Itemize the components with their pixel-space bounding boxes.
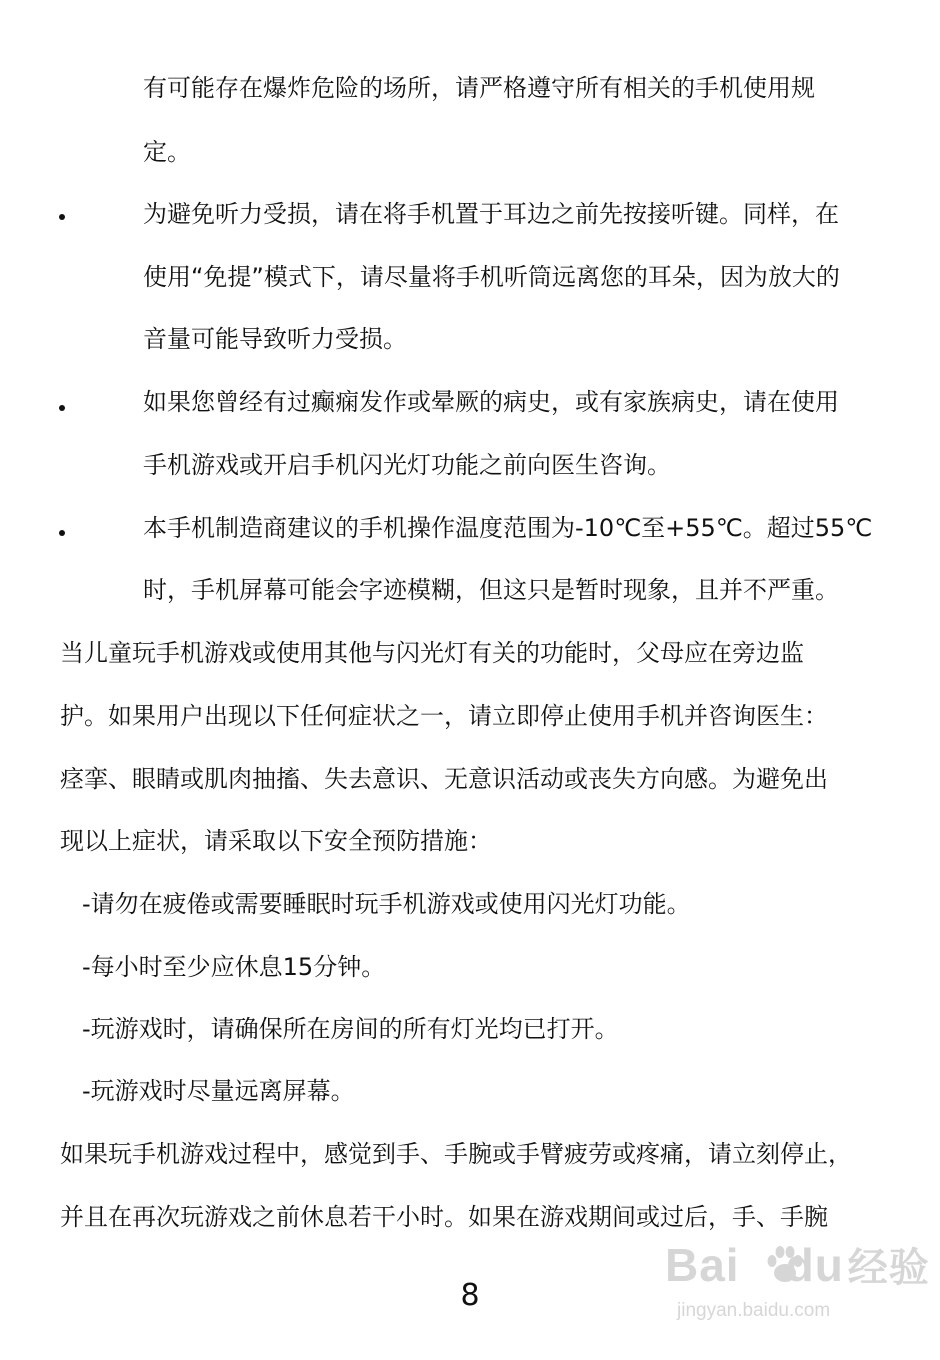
text-line: 如果玩手机游戏过程中，感觉到手、手腕或手臂疲劳或疼痛，请立刻停止， xyxy=(60,1140,852,1168)
dash-list-item: -每小时至少应休息15分钟。 xyxy=(82,953,386,981)
text-line: 有可能存在爆炸危险的场所，请严格遵守所有相关的手机使用规 xyxy=(143,74,815,102)
text-line: 时，手机屏幕可能会字迹模糊，但这只是暂时现象，且并不严重。 xyxy=(143,576,839,604)
watermark-product: 经验 xyxy=(847,1246,930,1290)
watermark-brand: Bai xyxy=(665,1239,740,1291)
text-line: 痉挛、眼睛或肌肉抽搐、失去意识、无意识活动或丧失方向感。为避免出 xyxy=(60,765,828,793)
bullet-marker xyxy=(59,405,65,411)
baidu-jingyan-watermark xyxy=(665,1235,930,1345)
text-line: 护。如果用户出现以下任何症状之一，请立即停止使用手机并咨询医生： xyxy=(60,702,828,730)
dash-list-item: -玩游戏时尽量远离屏幕。 xyxy=(82,1077,355,1105)
text-line: 使用“免提”模式下，请尽量将手机听筒远离您的耳朵，因为放大的 xyxy=(143,263,840,291)
text-line: 并且在再次玩游戏之前休息若干小时。如果在游戏期间或过后，手、手腕 xyxy=(60,1203,828,1231)
paw-icon xyxy=(763,1243,807,1287)
dash-list-item: -玩游戏时，请确保所在房间的所有灯光均已打开。 xyxy=(82,1015,619,1043)
bullet-text-line: 为避免听力受损，请在将手机置于耳边之前先按接听键。同样，在 xyxy=(143,200,839,228)
bullet-text-line: 本手机制造商建议的手机操作温度范围为-10℃至+55℃。超过55℃ xyxy=(143,514,873,542)
bullet-marker xyxy=(59,214,65,220)
text-line: 现以上症状，请采取以下安全预防措施： xyxy=(60,827,492,855)
text-line: 音量可能导致听力受损。 xyxy=(143,325,407,353)
text-line: 手机游戏或开启手机闪光灯功能之前向医生咨询。 xyxy=(143,451,671,479)
bullet-marker xyxy=(59,530,65,536)
bullet-text-line: 如果您曾经有过癫痫发作或晕厥的病史，或有家族病史，请在使用 xyxy=(143,388,839,416)
text-line: 当儿童玩手机游戏或使用其他与闪光灯有关的功能时，父母应在旁边监 xyxy=(60,639,804,667)
text-line: 定。 xyxy=(143,138,191,166)
watermark-brand-suffix: du xyxy=(785,1239,844,1291)
page-number: 8 xyxy=(460,1278,480,1313)
dash-list-item: -请勿在疲倦或需要睡眠时玩手机游戏或使用闪光灯功能。 xyxy=(82,890,691,918)
watermark-url: jingyan.baidu.com xyxy=(677,1300,831,1321)
